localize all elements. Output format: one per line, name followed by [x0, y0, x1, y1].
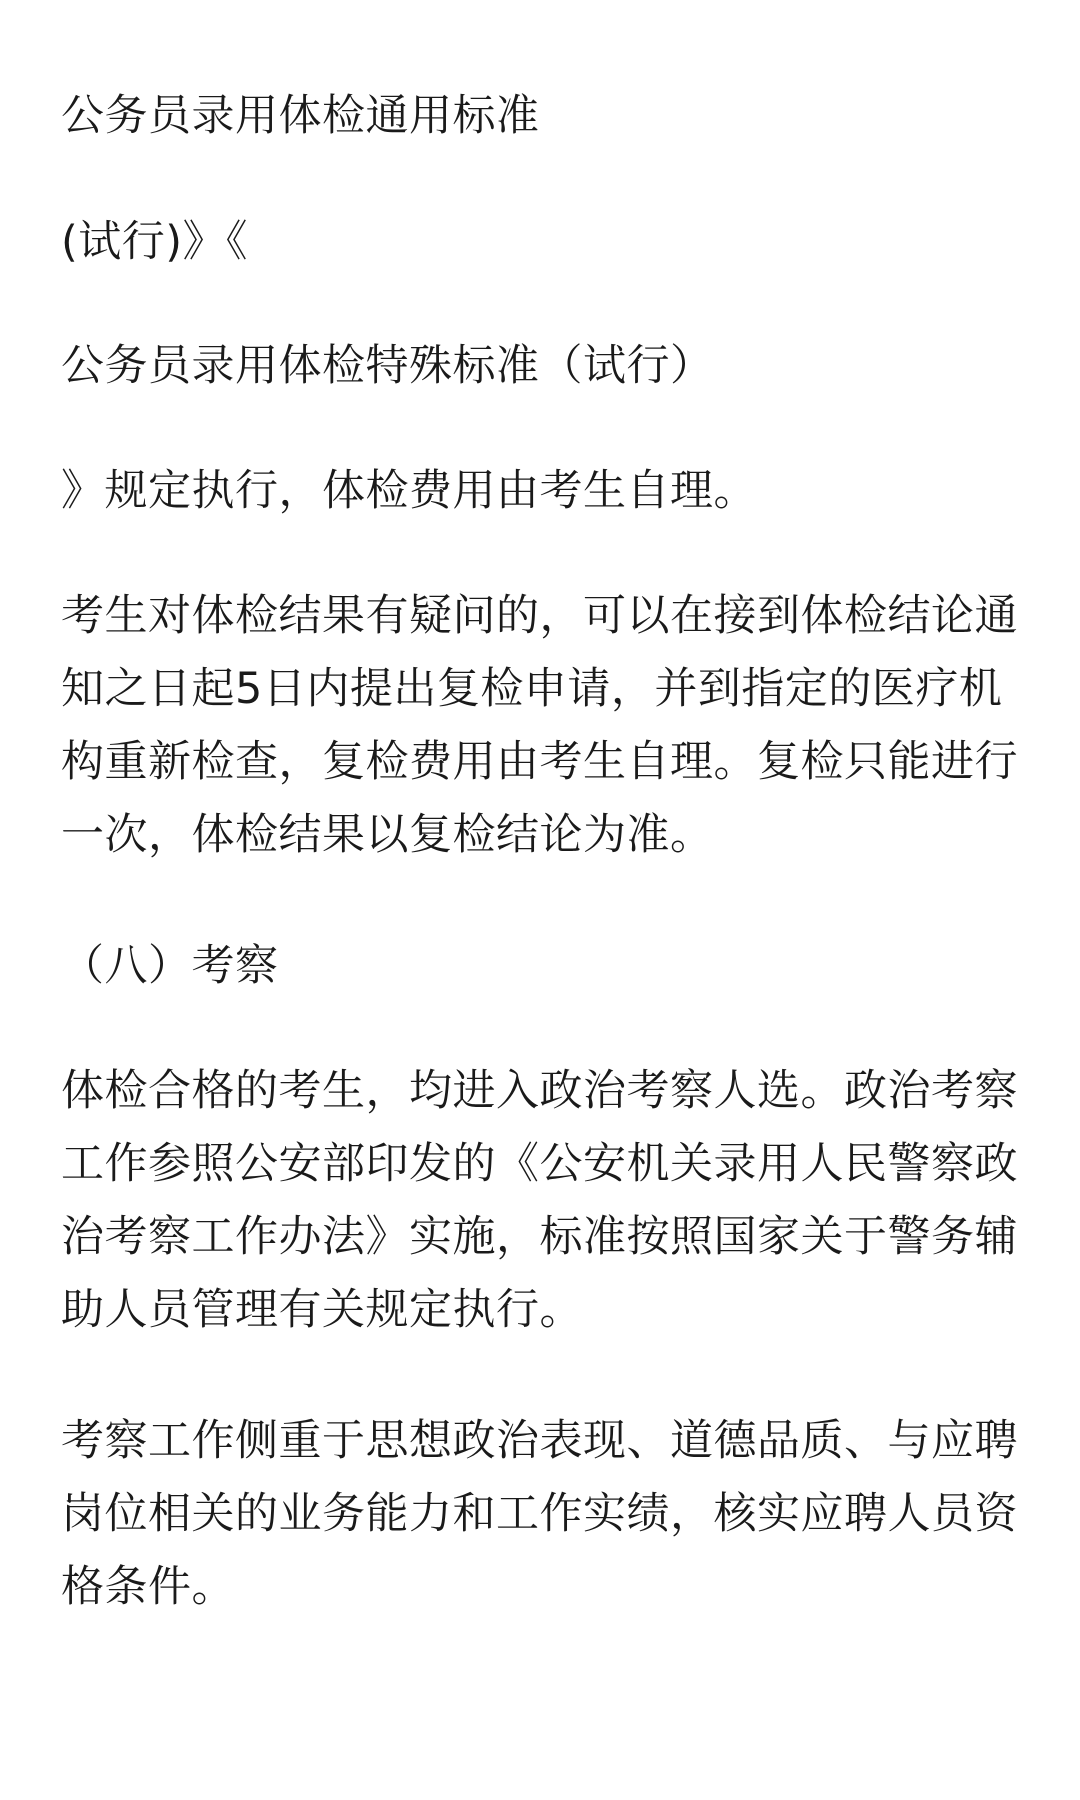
text-line: 岗位相关的业务能力和工作实绩，核实应聘人员资 — [61, 1489, 1018, 1539]
text-line: 体检合格的考生，均进入政治考察人选。政治考察 — [61, 1066, 1018, 1116]
text-line: 治考察工作办法》实施，标准按照国家关于警务辅 — [61, 1212, 1018, 1262]
section-heading-inspection — [61, 930, 279, 1003]
text-line: 公务员录用体检特殊标准（试行） — [61, 341, 714, 391]
text-line: 公务员录用体检通用标准 — [61, 91, 540, 141]
text-line: (试行)》《 — [61, 217, 249, 267]
paragraph-standard-title — [61, 80, 540, 153]
text-line: （八）考察 — [61, 941, 279, 991]
text-line: 考生对体检结果有疑问的，可以在接到体检结论通 — [61, 591, 1018, 641]
paragraph-special-standard-title — [61, 330, 714, 403]
text-line: 》规定执行，体检费用由考生自理。 — [61, 466, 757, 516]
text-line: 助人员管理有关规定执行。 — [61, 1285, 583, 1335]
text-line: 工作参照公安部印发的《公安机关录用人民警察政 — [61, 1139, 1018, 1189]
paragraph-inspection-focus — [61, 1405, 1018, 1624]
text-line: 知之日起5日内提出复检申请，并到指定的医疗机 — [61, 664, 1003, 714]
text-line: 一次，体检结果以复检结论为准。 — [61, 810, 714, 860]
paragraph-recheck — [61, 580, 1018, 872]
paragraph-trial-note — [61, 206, 248, 279]
text-line: 考察工作侧重于思想政治表现、道德品质、与应聘 — [61, 1416, 1018, 1466]
text-line: 构重新检查，复检费用由考生自理。复检只能进行 — [61, 737, 1018, 787]
paragraph-political-review — [61, 1055, 1018, 1347]
paragraph-fee-rule — [61, 455, 757, 528]
text-line: 格条件。 — [61, 1562, 235, 1612]
